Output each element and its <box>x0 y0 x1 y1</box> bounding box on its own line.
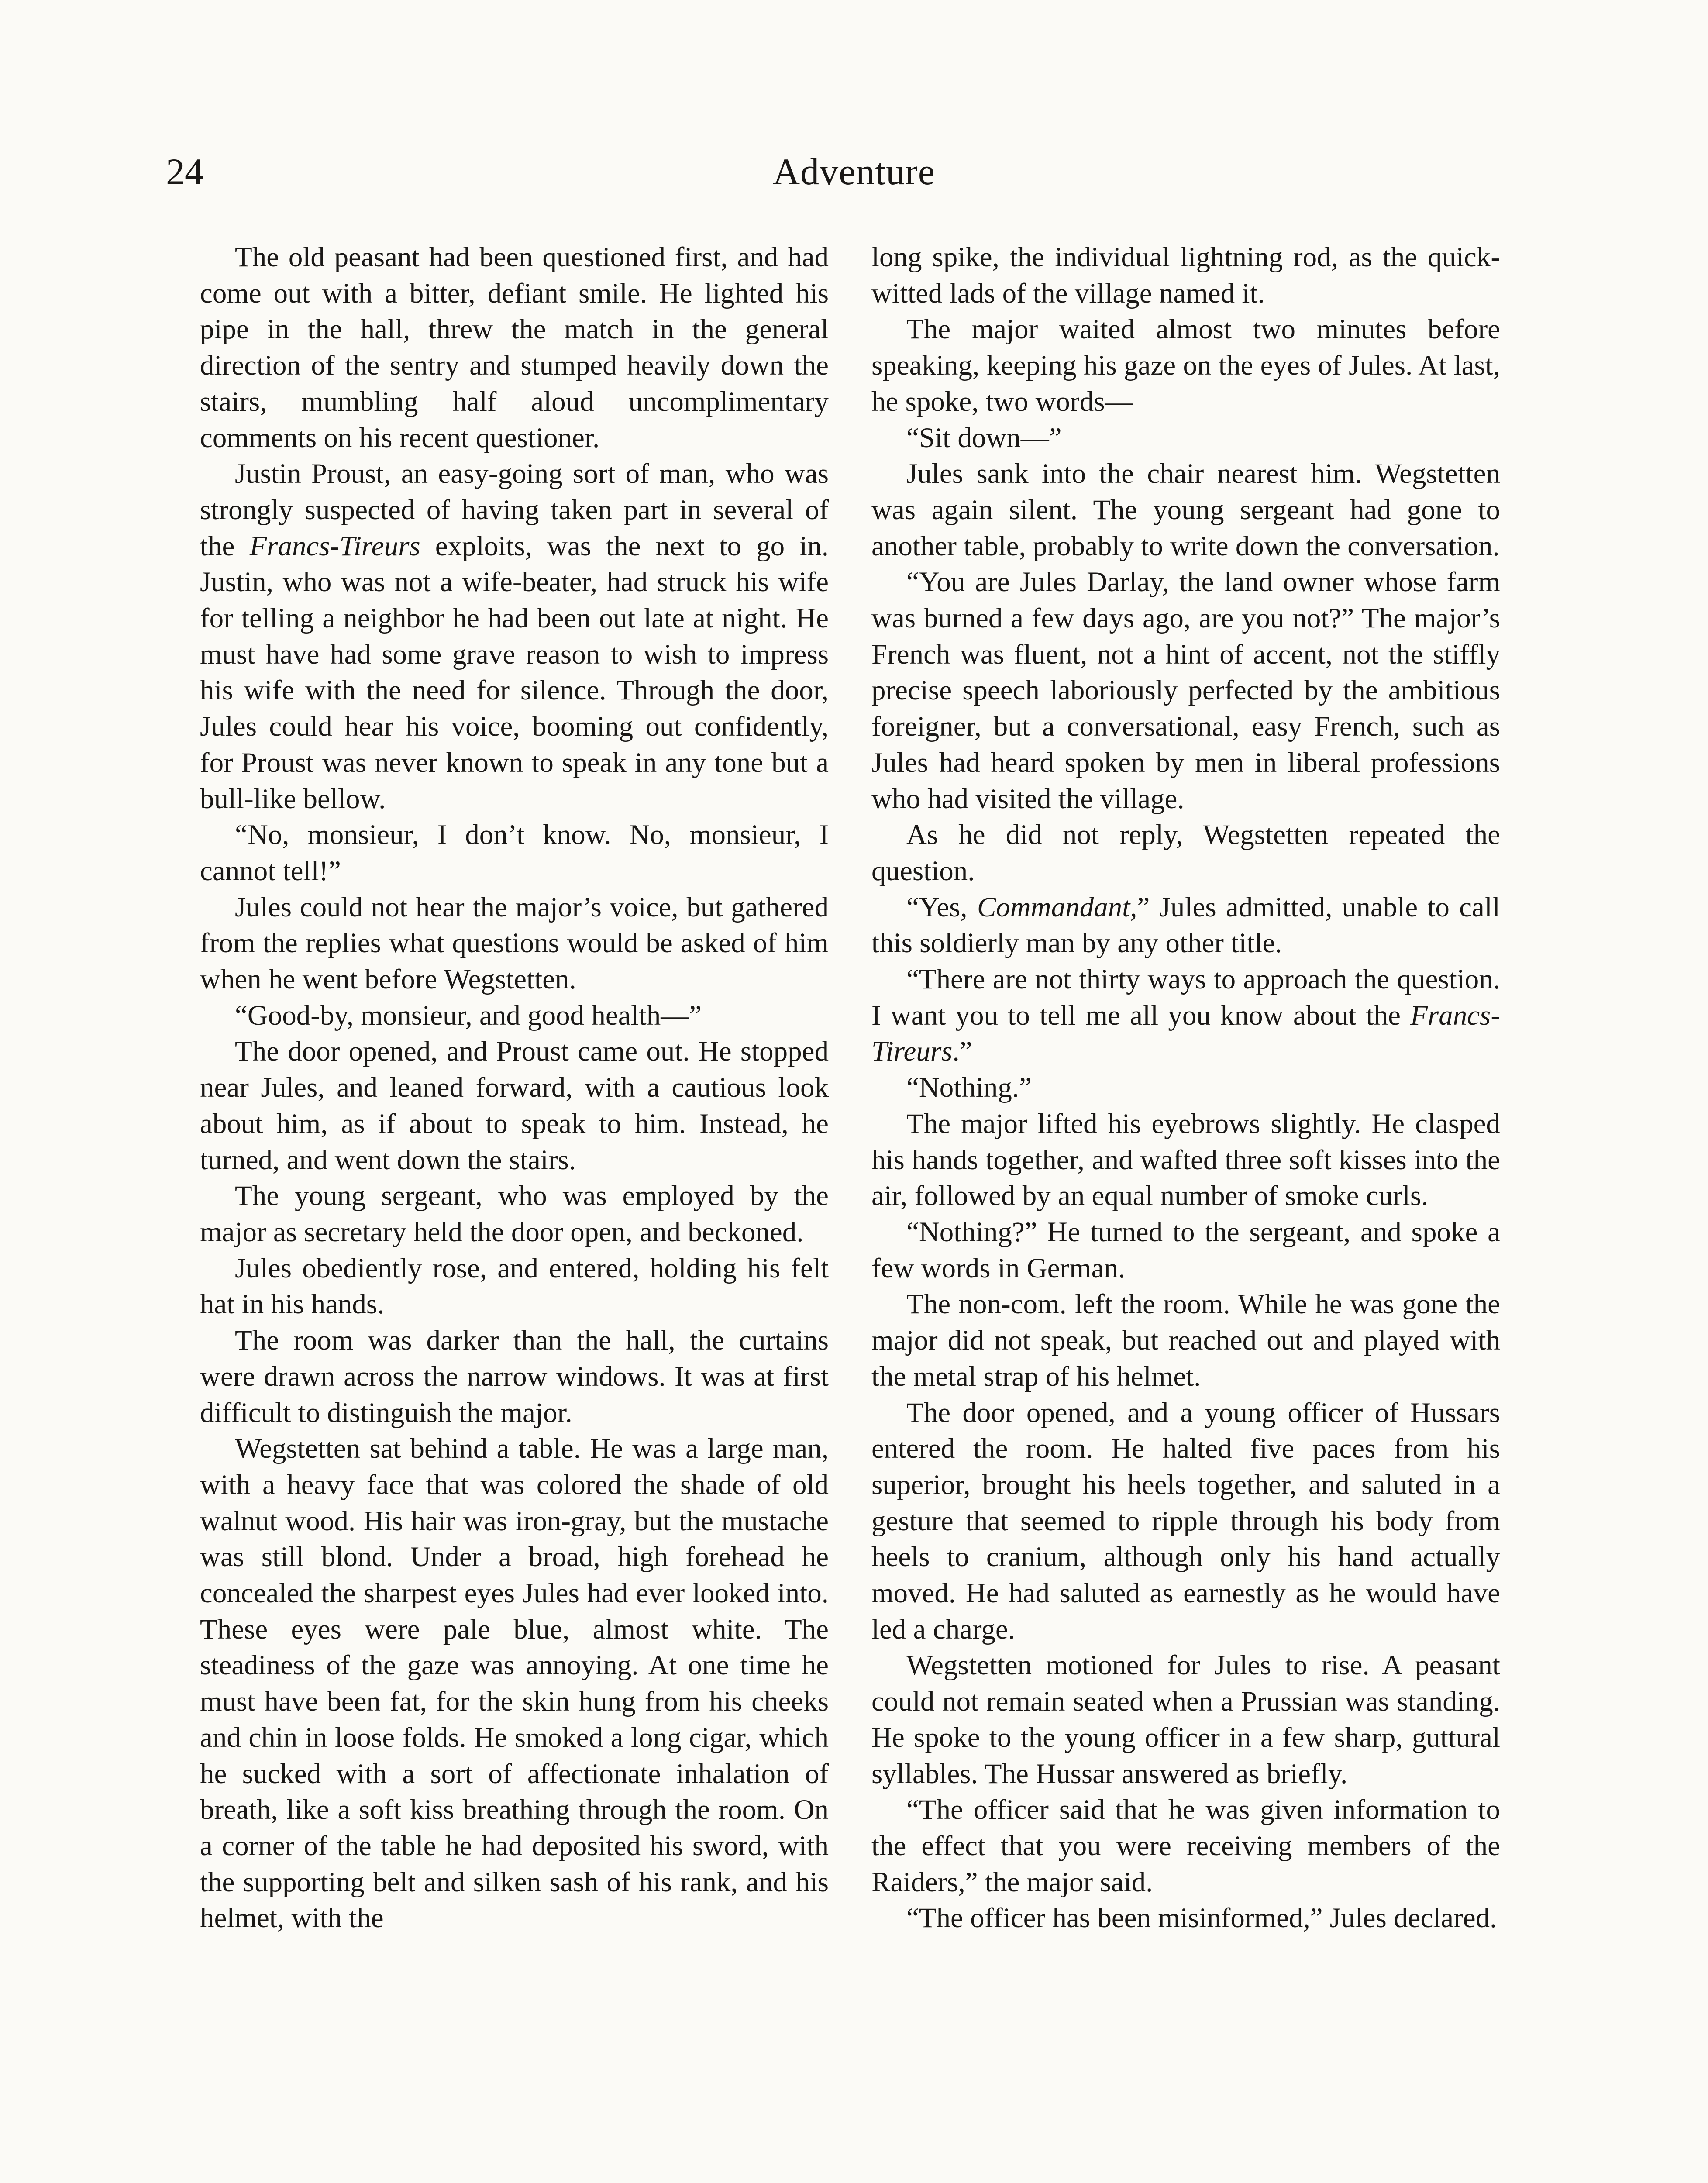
paragraph <box>200 1178 829 1250</box>
text-run: The young sergeant, who was employed by the major as secretary held the door open, and beckoned. <box>200 1180 829 1248</box>
text-run: .” <box>952 1036 972 1067</box>
text-run: “There are not thirty ways to approach the question. I want you to tell me all you know about the <box>871 964 1500 1031</box>
right-column <box>871 239 1500 1936</box>
text-run: Jules obediently rose, and entered, holding his felt hat in his hands. <box>200 1252 829 1320</box>
text-run: The major waited almost two minutes before speaking, keeping his gaze on the eyes of Jules. At last, he spoke, two words— <box>871 313 1500 417</box>
page-number: 24 <box>166 151 203 193</box>
text-run: “Sit down—” <box>906 422 1062 454</box>
paragraph <box>871 311 1500 420</box>
left-column <box>200 239 829 1936</box>
paragraph <box>871 817 1500 889</box>
text-run: “The officer has been misinformed,” Jules declared. <box>906 1902 1497 1934</box>
italic-text: Francs-Tireurs <box>249 530 420 562</box>
text-run: The non-com. left the room. While he was gone the major did not speak, but reached out and played with the metal strap of his helmet. <box>871 1288 1500 1392</box>
paragraph <box>871 1286 1500 1395</box>
text-run: “No, monsieur, I don’t know. No, monsieur, I cannot tell!” <box>200 819 829 887</box>
paragraph <box>871 961 1500 1070</box>
text-run: Wegstetten sat behind a table. He was a large man, with a heavy face that was colored the shade of old walnut wood. His hair was iron-gray, but the mustache was still blond. Under a broad, high forehead he concealed the sharpest eyes Jules had ever looked into. These eyes were pale blue, almost white. The steadiness of the gaze was annoying. At one time he must have been fat, for the skin hung from his cheeks and chin in loose folds. He smoked a long cigar, which he sucked with a sort of affectionate inhalation of breath, like a soft kiss breathing through the room. On a corner of the table he had deposited his sword, with the supporting belt and silken sash of his rank, and his helmet, with the <box>200 1433 829 1934</box>
paragraph <box>200 1250 829 1322</box>
text-run: The door opened, and Proust came out. He stopped near Jules, and leaned forward, with a cautious look about him, as if about to speak to him. Instead, he turned, and went down the stairs. <box>200 1036 829 1176</box>
italic-text: Francs-Tireurs <box>871 999 1500 1067</box>
text-run: As he did not reply, Wegstetten repeated the question. <box>871 819 1500 887</box>
paragraph <box>871 564 1500 817</box>
text-run: The room was darker than the hall, the curtains were drawn across the narrow windows. It was at first difficult to distinguish the major. <box>200 1325 829 1429</box>
paragraph <box>871 1106 1500 1214</box>
paragraph <box>200 889 829 998</box>
text-run: “The officer said that he was given information to the effect that you were receiving members of the Raiders,” the major said. <box>871 1794 1500 1898</box>
running-title: Adventure <box>773 151 935 193</box>
paragraph <box>871 420 1500 456</box>
text-run: exploits, was the next to go in. Justin, who was not a wife-beater, had struck his wife for telling a neighbor he had been out late at night. He must have had some grave reason to wish to impress his wife with the need for silence. Through the door, Jules could hear his voice, booming out confidently, for Proust was never known to speak in any tone but a bull-like bellow. <box>200 530 829 815</box>
paragraph <box>200 1431 829 1936</box>
paragraph <box>200 1322 829 1431</box>
text-run: Jules could not hear the major’s voice, but gathered from the replies what questions would be asked of him when he went before Wegstetten. <box>200 891 829 995</box>
text-run: ,” Jules admitted, unable to call this soldierly man by any other title. <box>871 891 1500 959</box>
text-run: long spike, the individual lightning rod, as the quick-witted lads of the village named it. <box>871 241 1500 309</box>
paragraph <box>871 1070 1500 1106</box>
text-run: Jules sank into the chair nearest him. Wegstetten was again silent. The young sergeant had gone to another table, probably to write down the conversation. <box>871 458 1500 562</box>
paragraph <box>871 1792 1500 1900</box>
paragraph <box>871 1900 1500 1936</box>
text-run: The major lifted his eyebrows slightly. He clasped his hands together, and wafted three soft kisses into the air, followed by an equal number of smoke curls. <box>871 1108 1500 1212</box>
paragraph <box>871 456 1500 564</box>
text-run: “Good-by, monsieur, and good health—” <box>235 999 702 1031</box>
text-run: The door opened, and a young officer of Hussars entered the room. He halted five paces from his superior, brought his heels together, and saluted in a gesture that seemed to ripple through his body from heels to cranium, although only his hand actually moved. He had saluted as earnestly as he would have led a charge. <box>871 1397 1500 1645</box>
text-run: “Nothing?” He turned to the sergeant, and spoke a few words in German. <box>871 1216 1500 1284</box>
paragraph <box>200 817 829 889</box>
italic-text: Commandant <box>977 891 1130 923</box>
paragraph <box>871 889 1500 961</box>
paragraph <box>871 239 1500 311</box>
paragraph <box>200 998 829 1034</box>
paragraph <box>871 1395 1500 1648</box>
paragraph <box>200 456 829 817</box>
text-run: The old peasant had been questioned first, and had come out with a bitter, defiant smile. He lighted his pipe in the hall, threw the match in the general direction of the sentry and stumped heavily down the stairs, mumbling half aloud uncomplimentary comments on his recent questioner. <box>200 241 829 454</box>
paragraph <box>200 239 829 456</box>
text-run: Wegstetten motioned for Jules to rise. A peasant could not remain seated when a Prussian was standing. He spoke to the young officer in a few sharp, guttural syllables. The Hussar answered as briefly. <box>871 1649 1500 1790</box>
text-run: “You are Jules Darlay, the land owner whose farm was burned a few days ago, are you not?” The major’s French was fluent, not a hint of accent, not the stiffly precise speech laboriously perfected by the ambitious foreigner, but a conversational, easy French, such as Jules had heard spoken by men in liberal professions who had visited the village. <box>871 566 1500 815</box>
text-run: “Nothing.” <box>906 1072 1032 1104</box>
text-run: “Yes, <box>906 891 977 923</box>
paragraph <box>871 1214 1500 1286</box>
paragraph <box>871 1647 1500 1792</box>
text-run: Justin Proust, an easy-going sort of man, who was strongly suspected of having taken part in several of the <box>200 458 829 562</box>
paragraph <box>200 1033 829 1178</box>
